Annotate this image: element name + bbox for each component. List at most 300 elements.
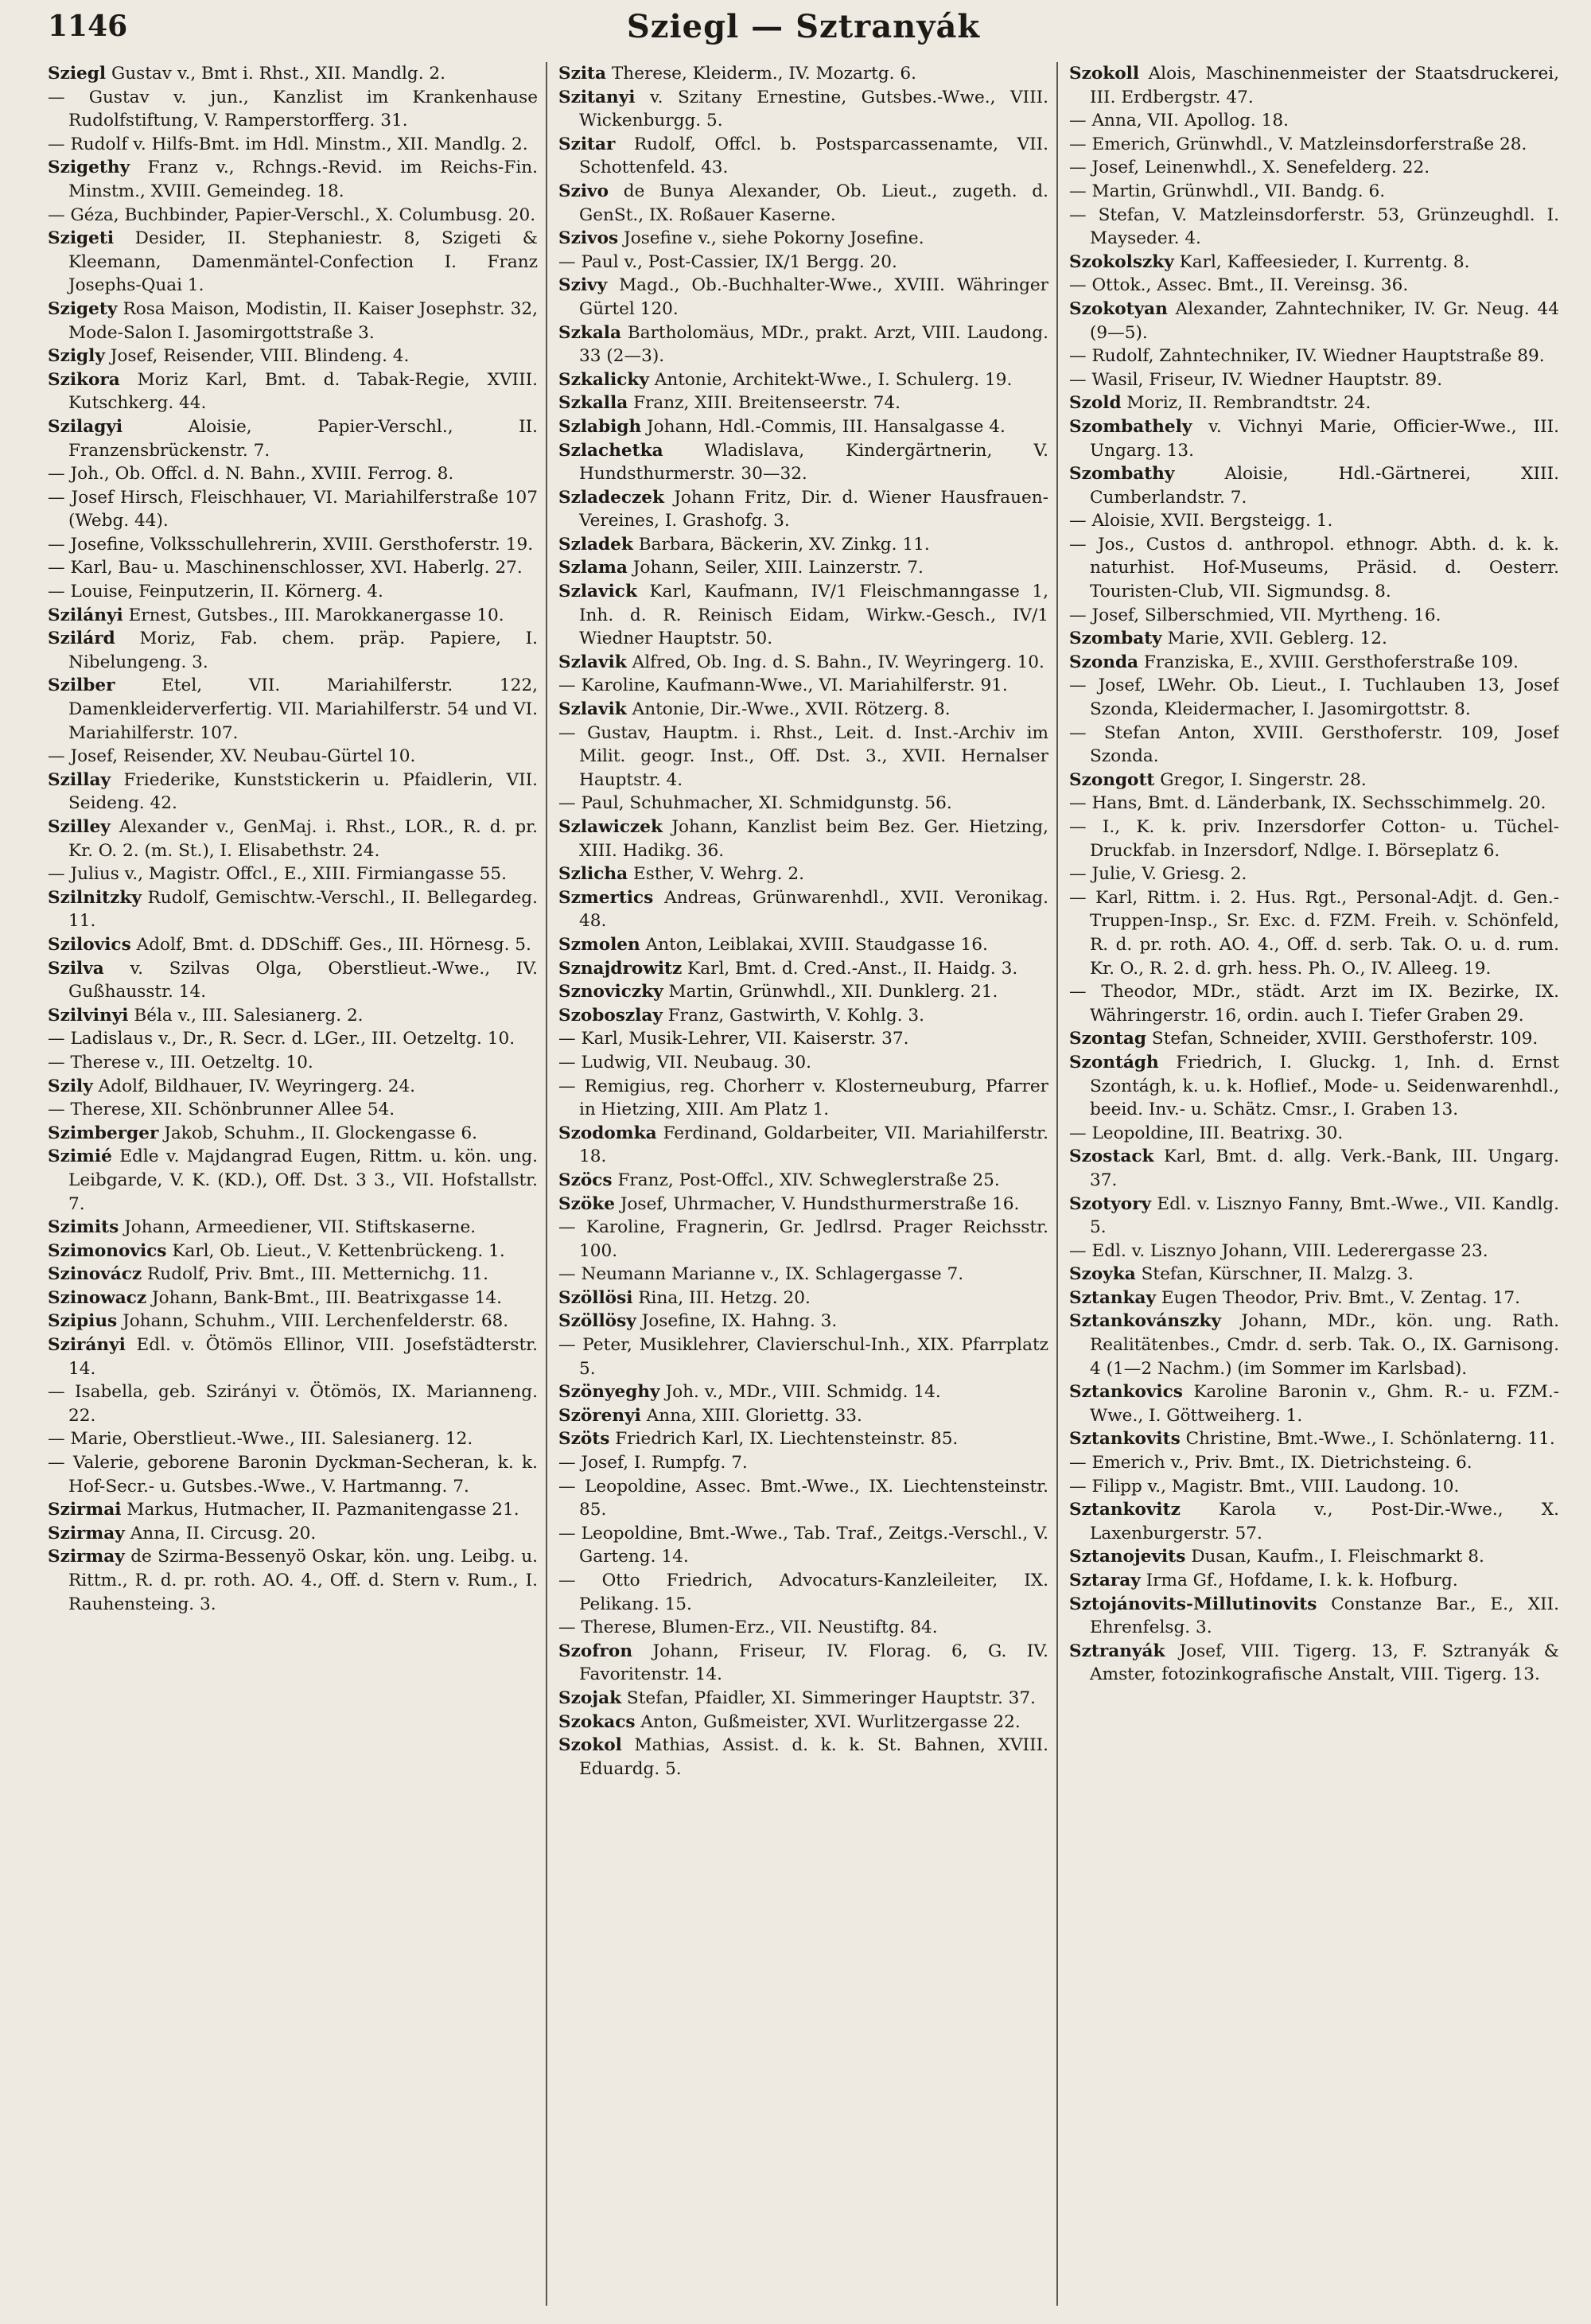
directory-entry — [558, 1263, 1048, 1287]
directory-entry — [48, 556, 538, 580]
directory-entry — [48, 933, 538, 957]
directory-entry — [1069, 862, 1559, 886]
entry-details: — Neumann Marianne v., IX. Schlagergasse 7. — [558, 1264, 964, 1285]
entry-details: — Ladislaus v., Dr., R. Secr. d. LGer., III. Oetzeltg. 10. — [48, 1029, 515, 1049]
entry-details: — Karoline, Fragnerin, Gr. Jedlrsd. Prager Reichsstr. 100. — [558, 1217, 1048, 1261]
page-header — [48, 8, 1559, 54]
entry-surname: Szillay — [48, 769, 111, 790]
entry-details: — Josefine, Volksschullehrerin, XVIII. Gersthoferstr. 19. — [48, 534, 534, 555]
directory-entry — [558, 1027, 1048, 1051]
entry-surname: Szostack — [1069, 1146, 1154, 1167]
entry-details: Johann, Bank-Bmt., III. Beatrixgasse 14. — [146, 1287, 503, 1308]
entry-details: Esther, V. Wehrg. 2. — [628, 864, 805, 885]
directory-entry — [558, 1075, 1048, 1122]
entry-details: — Josef, Silberschmied, VII. Myrtheng. 16. — [1069, 605, 1441, 625]
directory-entry — [558, 86, 1048, 133]
entry-details: — Karl, Musik-Lehrer, VII. Kaiserstr. 37. — [558, 1029, 909, 1049]
directory-entry — [1069, 345, 1559, 368]
entry-surname: Szofron — [558, 1641, 633, 1661]
entry-details: Johann, MDr., kön. ung. Rath. Realitätenbes., Cmdr. d. serb. Tak. O., IX. Garnisong. 4 (1—2 Nachm.) (im Sommer im Karlsbad). — [1090, 1311, 1559, 1379]
entry-details: Antonie, Architekt-Wwe., I. Schulerg. 19. — [648, 369, 1013, 390]
directory-entry — [1069, 204, 1559, 251]
entry-details: Johann, Kanzlist beim Bez. Ger. Hietzing, XIII. Hadikg. 36. — [579, 817, 1048, 861]
directory-entry — [558, 1380, 1048, 1404]
entry-details: — Emerich, Grünwhdl., V. Matzleinsdorferstraße 28. — [1069, 134, 1527, 154]
entry-details: — Jos., Custos d. anthropol. ethnogr. Abth. d. k. k. naturhist. Hof-Museums, Präsid. d. Oesterr. Touristen-Club, VII. Sigmundsg. 8. — [1069, 534, 1559, 602]
directory-entry — [558, 274, 1048, 321]
entry-details: Jakob, Schuhm., II. Glockengasse 6. — [158, 1123, 477, 1143]
directory-entry — [1069, 1027, 1559, 1051]
entry-details: Alexander, Zahntechniker, IV. Gr. Neug. 44 (9—5). — [1090, 298, 1559, 343]
directory-entry — [558, 1569, 1048, 1616]
entry-details: — Ludwig, VII. Neubaug. 30. — [558, 1052, 811, 1072]
entry-details: — Stefan, V. Matzleinsdorferstr. 53, Grünzeughdl. I. Mayseder. 4. — [1069, 204, 1559, 249]
entry-surname: Szombathy — [1069, 464, 1175, 485]
entry-surname: Szilárd — [48, 629, 115, 649]
entry-details: Wladislava, Kindergärtnerin, V. Hundsthurmerstr. 30—32. — [579, 440, 1048, 485]
entry-details: Adolf, Bildhauer, IV. Weyringerg. 24. — [92, 1076, 416, 1096]
entry-details: Edl. v. Lisznyo Fanny, Bmt.-Wwe., VII. Kandlg. 5. — [1090, 1193, 1559, 1238]
entry-details: Stefan, Kürschner, II. Malzg. 3. — [1135, 1264, 1414, 1285]
entry-details: — Josef Hirsch, Fleischhauer, VI. Mariahilferstraße 107 (Webg. 44). — [48, 487, 538, 531]
directory-entry — [558, 816, 1048, 862]
entry-details: Franziska, E., XVIII. Gersthoferstraße 109. — [1138, 652, 1519, 672]
entry-details: — Valerie, geborene Baronin Dyckman-Secheran, k. k. Hof-Secr.- u. Gutsbes.-Wwe., V. Hartmanng. 7. — [48, 1453, 538, 1497]
directory-entry — [1069, 1310, 1559, 1380]
entry-details: — Julius v., Magistr. Offcl., E., XIII. Firmiangasse 55. — [48, 864, 507, 885]
directory-entry — [558, 1310, 1048, 1333]
directory-entry — [558, 1616, 1048, 1640]
entry-surname: Szoboszlay — [558, 1005, 663, 1026]
entry-details: Friedrich, I. Gluckg. 1, Inh. d. Ernst Szontágh, k. u. k. Hoflief., Mode- u. Seidenwarenhdl., beeid. Inv.- u. Schätz. Cmsr., I. Graben 13. — [1090, 1052, 1559, 1120]
entry-surname: Szikora — [48, 369, 120, 390]
entry-details: Alfred, Ob. Ing. d. S. Bahn., IV. Weyringerg. 10. — [626, 652, 1044, 672]
entry-surname: Szokoll — [1069, 64, 1140, 84]
entry-details: Ernest, Gutsbes., III. Marokkanergasse 10. — [123, 605, 504, 625]
entry-details: Johann, Hdl.-Commis, III. Hansalgasse 4. — [641, 416, 1006, 437]
entry-details: Franz v., Rchngs.-Revid. im Reichs-Fin. Minstm., XVIII. Gemeindeg. 18. — [68, 158, 538, 201]
entry-details: Anna, II. Circusg. 20. — [124, 1523, 317, 1543]
entry-details: Friederike, Kunststickerin u. Pfaidlerin, VII. Seideng. 42. — [68, 769, 538, 814]
entry-details: Joh. v., MDr., VIII. Schmidg. 14. — [659, 1382, 941, 1403]
entry-details: v. Szitany Ernestine, Gutsbes.-Wwe., VIII. Wickenburgg. 5. — [579, 87, 1048, 131]
entry-details: Rudolf, Offcl. b. Postsparcassenamte, VII. Schottenfeld. 43. — [579, 134, 1048, 178]
directory-entry — [558, 1734, 1048, 1781]
directory-entry — [48, 227, 538, 298]
directory-entry — [48, 1004, 538, 1028]
directory-entry — [1069, 604, 1559, 628]
entry-surname: Szongott — [1069, 769, 1155, 790]
directory-entry — [48, 1051, 538, 1075]
entry-details: — Stefan Anton, XVIII. Gersthoferstr. 109, Josef Szonda. — [1069, 722, 1559, 767]
entry-surname: Sztanojevits — [1069, 1547, 1186, 1567]
entry-details: Barbara, Bäckerin, XV. Zinkg. 11. — [632, 534, 930, 555]
directory-entry — [48, 1427, 538, 1451]
entry-details: Karl, Ob. Lieut., V. Kettenbrückeng. 1. — [166, 1240, 505, 1261]
directory-entry — [1069, 368, 1559, 392]
directory-entry — [558, 251, 1048, 274]
entry-details: Johann, Seiler, XIII. Lainzerstr. 7. — [627, 558, 924, 578]
entry-details: — Therese, XII. Schönbrunner Allee 54. — [48, 1100, 395, 1120]
entry-details: — Gustav v. jun., Kanzlist im Krankenhause Rudolfstiftung, V. Ramperstorfferg. 31. — [48, 87, 538, 131]
directory-entry — [558, 933, 1048, 957]
entry-surname: Szilley — [48, 817, 111, 837]
directory-entry — [48, 580, 538, 604]
directory-entry — [1069, 133, 1559, 157]
entry-details: Rosa Maison, Modistin, II. Kaiser Josephstr. 32, Mode-Salon I. Jasomirgottstraße 3. — [68, 298, 538, 343]
directory-entry — [1069, 1287, 1559, 1310]
entry-details: — Edl. v. Lisznyo Johann, VIII. Lederergasse 23. — [1069, 1240, 1488, 1261]
entry-details: — Wasil, Friseur, IV. Wiedner Hauptstr. 89. — [1069, 369, 1443, 390]
entry-surname: Sztankovits — [1069, 1429, 1181, 1450]
entry-details: Markus, Hutmacher, II. Pazmanitengasse 21. — [121, 1500, 519, 1520]
entry-surname: Szigethy — [48, 158, 130, 178]
entry-details: — Josef, LWehr. Ob. Lieut., I. Tuchlauben 13, Josef Szonda, Kleidermacher, I. Jasomirgottstr. 8. — [1069, 675, 1559, 720]
entry-surname: Szlachetka — [558, 440, 663, 461]
directory-entry — [1069, 391, 1559, 415]
entry-details: Therese, Kleiderm., IV. Mozartg. 6. — [606, 64, 916, 84]
directory-entry — [48, 1310, 538, 1333]
directory-entry — [558, 1687, 1048, 1711]
directory-entry — [48, 745, 538, 769]
directory-entry — [1069, 674, 1559, 721]
directory-entry — [1069, 1545, 1559, 1569]
entry-details: Constanze Bar., E., XII. Ehrenfelsg. 3. — [1090, 1594, 1559, 1638]
entry-details: — Therese v., III. Oetzeltg. 10. — [48, 1052, 313, 1072]
directory-entry — [48, 1287, 538, 1310]
entry-details: — Filipp v., Magistr. Bmt., VIII. Laudong. 10. — [1069, 1476, 1460, 1497]
directory-entry — [558, 886, 1048, 933]
directory-entry — [558, 1004, 1048, 1028]
entry-details: Rudolf, Priv. Bmt., III. Metternichg. 11. — [142, 1264, 488, 1285]
entry-details: Aloisie, Papier-Verschl., II. Franzensbrückenstr. 7. — [68, 416, 538, 461]
entry-details: — Karl, Rittm. i. 2. Hus. Rgt., Personal-Adjt. d. Gen.-Truppen-Insp., Sr. Exc. d. FZM. Freih. v. Schönfeld, R. d. pr. roth. AO. 4., Off. d. serb. Tak. O. u. d. rum. Kr. O., R. 2. d. grh. hess. Ph. O., IV. Alleeg. 19. — [1069, 887, 1559, 979]
entry-details: Gustav v., Bmt i. Rhst., XII. Mandlg. 2. — [106, 64, 446, 84]
directory-entry — [1069, 109, 1559, 133]
entry-surname: Szilvinyi — [48, 1005, 129, 1026]
entry-details: Christine, Bmt.-Wwe., I. Schönlaterng. 11. — [1180, 1429, 1555, 1450]
directory-entry — [1069, 1240, 1559, 1263]
entry-details: Johann, Armeediener, VII. Stiftskaserne. — [119, 1217, 477, 1238]
directory-entry — [558, 957, 1048, 981]
directory-entry — [48, 1263, 538, 1287]
directory-entry — [1069, 298, 1559, 345]
directory-entry — [1069, 1640, 1559, 1687]
entry-details: — Ottok., Assec. Bmt., II. Vereinsg. 36. — [1069, 275, 1409, 296]
directory-entry — [48, 862, 538, 886]
directory-entry — [558, 1216, 1048, 1263]
directory-entry — [558, 533, 1048, 557]
entry-surname: Sznoviczky — [558, 982, 663, 1002]
entry-surname: Szirányi — [48, 1335, 126, 1356]
entry-details: — Leopoldine, Assec. Bmt.-Wwe., IX. Liechtensteinstr. 85. — [558, 1476, 1048, 1520]
entry-details: — Paul, Schuhmacher, XI. Schmidgunstg. 56. — [558, 793, 952, 814]
entry-surname: Szlavik — [558, 699, 627, 720]
entry-details: Ferdinand, Goldarbeiter, VII. Mariahilferstr. 18. — [579, 1123, 1048, 1167]
entry-surname: Szilber — [48, 675, 115, 696]
directory-entry — [1069, 251, 1559, 274]
entry-surname: Szokacs — [558, 1711, 636, 1732]
directory-entry — [48, 133, 538, 157]
entry-details: Bartholomäus, MDr., prakt. Arzt, VIII. Laudong. 33 (2—3). — [579, 322, 1048, 367]
entry-surname: Sztankovánszky — [1069, 1311, 1222, 1332]
directory-entry — [558, 1475, 1048, 1522]
entry-details: Josef, VIII. Tigerg. 13, F. Sztranyák & Amster, fotozinkografische Anstalt, VIII. Tigerg. 13. — [1090, 1641, 1559, 1685]
entry-details: Karoline Baronin v., Ghm. R.- u. FZM.-Wwe., I. Göttweiherg. 1. — [1090, 1382, 1559, 1426]
entry-details: Karl, Bmt. d. Cred.-Anst., II. Haidg. 3. — [682, 958, 1018, 979]
entry-surname: Szirmai — [48, 1500, 122, 1520]
entry-surname: Szilnitzky — [48, 887, 142, 908]
entry-surname: Szivo — [558, 181, 609, 201]
directory-entry — [1069, 1569, 1559, 1593]
entry-details: — Gustav, Hauptm. i. Rhst., Leit. d. Inst.-Archiv im Milit. geogr. Inst., Off. Dst. 3., XVII. Hernalser Hauptstr. 4. — [558, 722, 1048, 790]
directory-entry — [48, 533, 538, 557]
directory-entry — [1069, 627, 1559, 651]
directory-entry — [1069, 415, 1559, 462]
directory-entry — [558, 1287, 1048, 1310]
entry-details: — Karl, Bau- u. Maschinenschlosser, XVI. Haberlg. 27. — [48, 558, 523, 578]
directory-entry — [1069, 1427, 1559, 1451]
entry-surname: Szotyory — [1069, 1193, 1152, 1214]
directory-entry — [48, 1498, 538, 1522]
directory-entry — [48, 886, 538, 933]
directory-entry — [1069, 980, 1559, 1027]
directory-entry — [48, 1545, 538, 1616]
entry-details: — Josef, Leinenwhdl., X. Senefelderg. 22. — [1069, 158, 1430, 178]
entry-details: Johann, Friseur, IV. Florag. 6, G. IV. Favoritenstr. 14. — [579, 1641, 1048, 1685]
directory-entry — [1069, 533, 1559, 604]
entry-details: — Joh., Ob. Offcl. d. N. Bahn., XVIII. Ferrog. 8. — [48, 464, 454, 485]
directory-entry — [1069, 62, 1559, 109]
entry-details: — Therese, Blumen-Erz., VII. Neustiftg. 84. — [558, 1617, 938, 1638]
entry-surname: Szkalla — [558, 393, 628, 414]
entry-details: — Emerich v., Priv. Bmt., IX. Dietrichsteing. 6. — [1069, 1453, 1472, 1473]
entry-details: Anton, Leiblakai, XVIII. Staudgasse 16. — [640, 934, 988, 955]
directory-entry — [558, 368, 1048, 392]
directory-entry — [48, 604, 538, 628]
entry-surname: Szöts — [558, 1429, 610, 1450]
directory-entry — [1069, 1498, 1559, 1545]
entry-surname: Szmertics — [558, 887, 654, 908]
entry-surname: Szöke — [558, 1193, 615, 1214]
entry-surname: Sztankovics — [1069, 1382, 1183, 1403]
directory-entry — [48, 1333, 538, 1380]
entry-surname: Szkala — [558, 322, 622, 343]
directory-entry — [48, 816, 538, 862]
column-left — [48, 62, 547, 2306]
entry-surname: Sziegl — [48, 64, 107, 84]
directory-entry — [558, 674, 1048, 698]
directory-entry — [48, 957, 538, 1004]
directory-entry — [558, 980, 1048, 1004]
entry-surname: Szivy — [558, 275, 608, 296]
entry-details: Moriz Karl, Bmt. d. Tabak-Regie, XVIII. Kutschkerg. 44. — [68, 369, 538, 414]
entry-details: Aloisie, Hdl.-Gärtnerei, XIII. Cumberlandstr. 7. — [1090, 464, 1559, 508]
entry-details: Stefan, Pfaidler, XI. Simmeringer Hauptstr. 37. — [621, 1688, 1037, 1708]
directory-entry — [558, 1640, 1048, 1687]
entry-surname: Szigly — [48, 346, 105, 367]
entry-details: Anton, Gußmeister, XVI. Wurlitzergasse 22. — [635, 1711, 1021, 1732]
entry-surname: Szilva — [48, 958, 104, 979]
entry-surname: Szoyka — [1069, 1264, 1136, 1285]
entry-details: Franz, Post-Offcl., XIV. Schweglerstraße 25. — [612, 1170, 1000, 1190]
directory-entry — [558, 1051, 1048, 1075]
directory-entry — [1069, 1451, 1559, 1475]
directory-entry — [48, 769, 538, 816]
directory-entry — [558, 698, 1048, 722]
entry-details: Stefan, Schneider, XVIII. Gersthoferstr. 109. — [1146, 1029, 1538, 1049]
directory-entry — [558, 792, 1048, 816]
entry-details: Gregor, I. Singerstr. 28. — [1154, 769, 1367, 790]
directory-entry — [558, 486, 1048, 533]
directory-entry — [558, 227, 1048, 251]
entry-surname: Szöllösi — [558, 1287, 633, 1308]
entry-details: — Leopoldine, Bmt.-Wwe., Tab. Traf., Zeitgs.-Verschl., V. Garteng. 14. — [558, 1523, 1048, 1567]
entry-details: Josef, Uhrmacher, V. Hundsthurmerstraße 16. — [614, 1193, 1020, 1214]
directory-entry — [1069, 1593, 1559, 1640]
entry-surname: Szombathely — [1069, 416, 1192, 437]
entry-details: de Szirma-Bessenyö Oskar, kön. ung. Leibg. u. Rittm., R. d. pr. roth. AO. 4., Off. d. Stern v. Rum., I. Rauhensteing. 3. — [68, 1547, 538, 1614]
entry-details: Desider, II. Stephaniestr. 8, Szigeti & Kleemann, Damenmäntel-Confection I. Franz Josephs-Quai 1. — [68, 228, 538, 296]
directory-entry — [558, 1451, 1048, 1475]
entry-surname: Szokol — [558, 1735, 622, 1756]
entry-details: Mathias, Assist. d. k. k. St. Bahnen, XVIII. Eduardg. 5. — [579, 1735, 1048, 1779]
directory-entry — [558, 1711, 1048, 1734]
entry-details: Moriz, Fab. chem. präp. Papiere, I. Nibelungeng. 3. — [68, 629, 538, 672]
directory-entry — [48, 1075, 538, 1099]
entry-details: — Leopoldine, III. Beatrixg. 30. — [1069, 1123, 1344, 1143]
entry-details: v. Szilvas Olga, Oberstlieut.-Wwe., IV. Gußhausstr. 14. — [68, 958, 538, 1002]
directory-entry — [48, 86, 538, 133]
entry-details: Franz, Gastwirth, V. Kohlg. 3. — [662, 1005, 924, 1026]
entry-surname: Szöcs — [558, 1170, 613, 1190]
entry-details: Martin, Grünwhdl., XII. Dunklerg. 21. — [663, 982, 998, 1002]
entry-details: — Louise, Feinputzerin, II. Körnerg. 4. — [48, 582, 383, 602]
directory-entry — [48, 1522, 538, 1546]
directory-entry — [48, 674, 538, 745]
entry-details: Franz, XIII. Breitenseerstr. 74. — [628, 393, 901, 414]
entry-details: v. Vichnyi Marie, Officier-Wwe., III. Ungarg. 13. — [1090, 416, 1559, 461]
entry-details: — Paul v., Post-Cassier, IX/1 Bergg. 20. — [558, 251, 897, 272]
entry-details: Adolf, Bmt. d. DDSchiff. Ges., III. Hörnesg. 5. — [130, 934, 531, 955]
entry-surname: Szonda — [1069, 652, 1139, 672]
entry-details: — Julie, V. Griesg. 2. — [1069, 864, 1247, 885]
entry-details: Josefine v., siehe Pokorny Josefine. — [618, 228, 924, 249]
page-number: 1146 — [48, 10, 128, 43]
column-middle — [558, 62, 1058, 2306]
entry-details: — Peter, Musiklehrer, Clavierschul-Inh., XIX. Pfarrplatz 5. — [558, 1335, 1048, 1379]
directory-entry — [48, 62, 538, 86]
entry-surname: Sztankovitz — [1069, 1500, 1181, 1520]
entry-surname: Sztranyák — [1069, 1641, 1165, 1661]
entry-surname: Szirmay — [48, 1523, 125, 1543]
entry-details: — Theodor, MDr., städt. Arzt im IX. Bezirke, IX. Währingerstr. 16, ordin. auch I. Tiefer Graben 29. — [1069, 982, 1559, 1026]
entry-details: Johann, Schuhm., VIII. Lerchenfelderstr. 68. — [117, 1311, 509, 1332]
directory-entry — [1069, 886, 1559, 980]
entry-surname: Szontágh — [1069, 1052, 1159, 1072]
directory-entry — [1069, 792, 1559, 816]
entry-surname: Szodomka — [558, 1123, 657, 1143]
entry-details: — Rudolf v. Hilfs-Bmt. im Hdl. Minstm., XII. Mandlg. 2. — [48, 134, 528, 154]
directory-entry — [558, 556, 1048, 580]
directory-entry — [1069, 816, 1559, 862]
entry-surname: Szlavick — [558, 582, 637, 602]
entry-details: Rina, III. Hetzg. 20. — [632, 1287, 811, 1308]
directory-entry — [558, 391, 1048, 415]
entry-details: — Marie, Oberstlieut.-Wwe., III. Salesianerg. 12. — [48, 1429, 473, 1450]
entry-surname: Szita — [558, 64, 607, 84]
entry-surname: Szitar — [558, 134, 616, 154]
directory-entry — [558, 1522, 1048, 1569]
entry-details: — Hans, Bmt. d. Länderbank, IX. Sechsschimmelg. 20. — [1069, 793, 1546, 814]
directory-entry — [558, 1404, 1048, 1428]
directory-entry — [1069, 509, 1559, 533]
directory-entry — [48, 1216, 538, 1240]
directory-entry — [48, 627, 538, 674]
entry-surname: Szlicha — [558, 864, 628, 885]
directory-entry — [558, 1122, 1048, 1169]
directory-entry — [48, 1240, 538, 1263]
entry-surname: Szilagyi — [48, 416, 123, 437]
entry-details: Rudolf, Gemischtw.-Verschl., II. Bellegardeg. 11. — [68, 887, 538, 932]
entry-surname: Szilányi — [48, 605, 123, 625]
directory-entry — [1069, 1263, 1559, 1287]
entry-details: Josef, Reisender, VIII. Blindeng. 4. — [104, 346, 410, 367]
entry-details: Moriz, II. Rembrandtstr. 24. — [1121, 393, 1371, 414]
directory-entry — [558, 1169, 1048, 1193]
entry-details: Alois, Maschinenmeister der Staatsdruckerei, III. Erdbergstr. 47. — [1090, 64, 1559, 107]
entry-surname: Szimits — [48, 1217, 119, 1238]
directory-entry — [558, 321, 1048, 368]
directory-entry — [558, 439, 1048, 486]
entry-surname: Szokotyan — [1069, 298, 1168, 319]
directory-entry — [48, 1122, 538, 1146]
entry-details: Edle v. Majdangrad Eugen, Rittm. u. kön. ung. Leibgarde, V. K. (KD.), Off. Dst. 3 3., VII. Hofstallstr. 7. — [68, 1146, 538, 1214]
entry-details: Friedrich Karl, IX. Liechtensteinstr. 85. — [609, 1429, 959, 1450]
entry-details: — Otto Friedrich, Advocaturs-Kanzleileiter, IX. Pelikang. 15. — [558, 1571, 1048, 1614]
entry-details: — Aloisie, XVII. Bergsteigg. 1. — [1069, 511, 1333, 531]
entry-details: Josefine, IX. Hahng. 3. — [636, 1311, 838, 1332]
entry-details: — Géza, Buchbinder, Papier-Verschl., X. Columbusg. 20. — [48, 204, 536, 225]
entry-details: — Josef, Reisender, XV. Neubau-Gürtel 10. — [48, 746, 416, 767]
entry-surname: Szimonovics — [48, 1240, 167, 1261]
entry-surname: Szlavik — [558, 652, 627, 672]
entry-details: Magd., Ob.-Buchhalter-Wwe., XVIII. Währinger Gürtel 120. — [579, 275, 1048, 319]
directory-entry — [1069, 722, 1559, 769]
directory-entry — [48, 368, 538, 415]
directory-entry — [1069, 156, 1559, 180]
entry-surname: Szitanyi — [558, 87, 636, 107]
entry-surname: Sztojánovits-Millutinovits — [1069, 1594, 1317, 1614]
directory-entry — [1069, 1475, 1559, 1499]
directory-entry — [1069, 180, 1559, 204]
entry-details: Béla v., III. Salesianerg. 2. — [128, 1005, 364, 1026]
entry-details: — Josef, I. Rumpfg. 7. — [558, 1453, 748, 1473]
directory-entry — [558, 651, 1048, 675]
entry-details: Etel, VII. Mariahilferstr. 122, Damenkleiderverfertig. VII. Mariahilferstr. 54 und VI. Mariahilferstr. 107. — [68, 675, 538, 743]
entry-surname: Szombaty — [1069, 629, 1162, 649]
entry-details: Eugen Theodor, Priv. Bmt., V. Zentag. 17. — [1156, 1287, 1520, 1308]
directory-entry — [48, 345, 538, 368]
entry-surname: Szigeti — [48, 228, 115, 249]
entry-details: Dusan, Kaufm., I. Fleischmarkt 8. — [1185, 1547, 1484, 1567]
entry-surname: Szkalicky — [558, 369, 649, 390]
directory-entry — [1069, 274, 1559, 298]
directory-entry — [1069, 1051, 1559, 1122]
directory-entry — [1069, 1122, 1559, 1146]
entry-surname: Szontag — [1069, 1029, 1147, 1049]
entry-surname: Szinovácz — [48, 1264, 142, 1285]
